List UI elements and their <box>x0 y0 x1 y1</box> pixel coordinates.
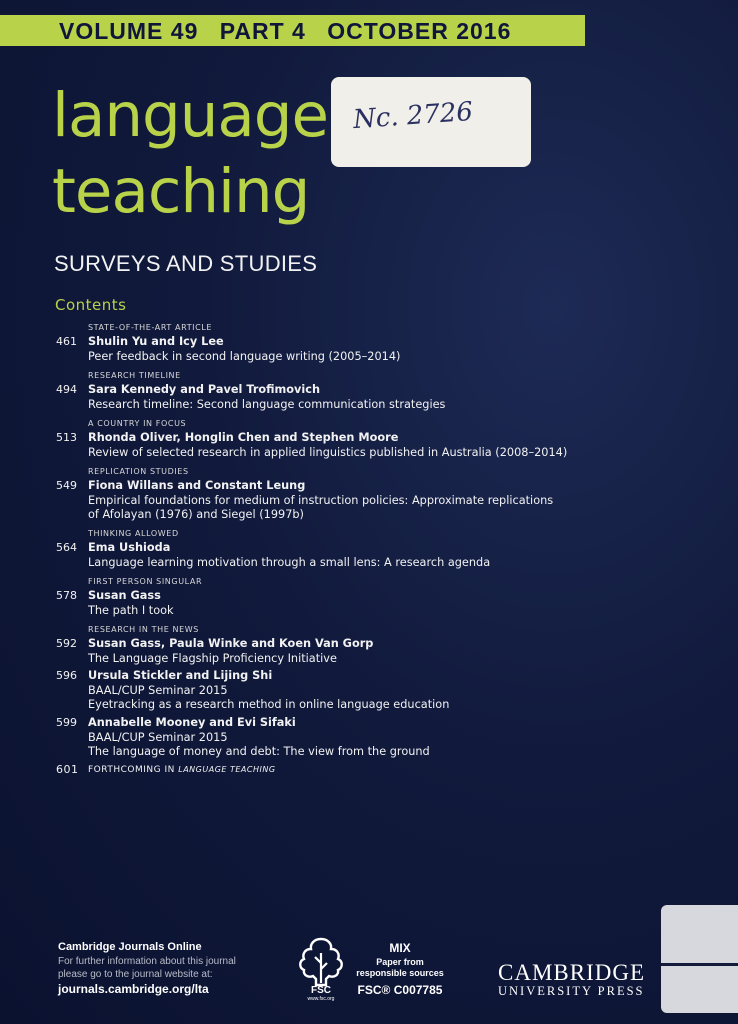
toc-authors: Susan Gass, Paula Winke and Koen Van Gorp <box>88 637 374 650</box>
fsc-tree-icon <box>296 935 346 1001</box>
issue-date: OCTOBER 2016 <box>327 18 512 44</box>
table-of-contents <box>56 321 596 778</box>
toc-page: 549 <box>56 479 77 492</box>
toc-entry <box>56 715 596 759</box>
publisher-subname: UNIVERSITY PRESS <box>498 984 645 998</box>
cjo-url[interactable]: journals.cambridge.org/lta <box>58 982 209 996</box>
toc-entry <box>56 623 596 666</box>
toc-category: A COUNTRY IN FOCUS <box>88 419 187 428</box>
toc-title: Peer feedback in second language writing (2005–2014) <box>88 350 401 363</box>
toc-page: 592 <box>56 637 77 650</box>
toc-page: 601 <box>56 763 79 776</box>
toc-entry <box>56 369 596 412</box>
toc-page: 596 <box>56 669 77 682</box>
toc-page: 578 <box>56 589 77 602</box>
fsc-sub-2: responsible sources <box>356 968 444 978</box>
toc-title: Eyetracking as a research method in online language education <box>88 698 450 711</box>
toc-page: 461 <box>56 335 77 348</box>
part-number: PART 4 <box>219 18 306 44</box>
title-line-1: language <box>52 80 329 151</box>
toc-title: Review of selected research in applied linguistics published in Australia (2008–2014) <box>88 446 568 459</box>
toc-title: Language learning motivation through a small lens: A research agenda <box>88 556 491 569</box>
publisher-name: CAMBRIDGE <box>498 960 646 985</box>
toc-authors: Rhonda Oliver, Honglin Chen and Stephen Moore <box>88 431 399 444</box>
toc-title: The path I took <box>88 604 174 617</box>
toc-category: STATE-OF-THE-ART ARTICLE <box>88 323 213 332</box>
toc-seminar: BAAL/CUP Seminar 2015 <box>88 684 228 697</box>
forthcoming-journal: LANGUAGE TEACHING <box>178 765 276 774</box>
toc-authors: Ursula Stickler and Lijing Shi <box>88 669 273 682</box>
toc-category: FIRST PERSON SINGULAR <box>88 577 203 586</box>
toc-category: RESEARCH TIMELINE <box>88 371 181 380</box>
toc-entry <box>56 575 596 618</box>
toc-page: 599 <box>56 716 77 729</box>
cjo-text-2: please go to the journal website at: <box>58 969 213 980</box>
toc-category: RESEARCH IN THE NEWS <box>88 625 199 634</box>
cjo-text-1: For further information about this journal <box>58 956 236 967</box>
toc-entry <box>56 668 596 712</box>
library-sticker <box>331 77 531 167</box>
toc-entry <box>56 321 596 364</box>
cambridge-journals-online <box>58 941 268 996</box>
toc-authors: Shulin Yu and Icy Lee <box>88 335 224 348</box>
fsc-mix: MIX <box>389 941 411 955</box>
toc-title: The language of money and debt: The view from the ground <box>88 745 430 758</box>
journal-title <box>52 78 328 230</box>
toc-entry <box>56 465 596 522</box>
toc-seminar: BAAL/CUP Seminar 2015 <box>88 731 228 744</box>
toc-title: Research timeline: Second language communication strategies <box>88 398 446 411</box>
fsc-logo-text: FSC <box>311 985 331 996</box>
toc-title: The Language Flagship Proficiency Initiative <box>88 652 337 665</box>
toc-entry <box>56 527 596 570</box>
volume-number: VOLUME 49 <box>59 18 199 44</box>
fsc-code: FSC® C007785 <box>357 983 443 997</box>
fsc-sub-1: Paper from <box>376 957 424 967</box>
journal-subtitle: SURVEYS AND STUDIES <box>54 251 318 276</box>
toc-title-cont: of Afolayan (1976) and Siegel (1997b) <box>88 508 304 521</box>
fsc-logo-url: www.fsc.org <box>307 996 335 1001</box>
contents-heading: Contents <box>55 296 127 314</box>
cjo-title: Cambridge Journals Online <box>58 941 202 953</box>
toc-page: 513 <box>56 431 77 444</box>
toc-authors: Fiona Willans and Constant Leung <box>88 479 306 492</box>
title-line-2: teaching <box>52 156 310 227</box>
fsc-logo-block <box>296 935 456 1005</box>
toc-entry <box>56 417 596 460</box>
toc-page: 564 <box>56 541 77 554</box>
forthcoming-label: FORTHCOMING IN <box>88 765 175 775</box>
toc-page: 494 <box>56 383 77 396</box>
handwritten-number: Nc. 2726 <box>352 96 474 136</box>
publisher-logo <box>498 960 645 999</box>
volume-banner <box>0 15 585 46</box>
toc-authors: Susan Gass <box>88 589 161 602</box>
toc-category: THINKING ALLOWED <box>88 529 179 538</box>
sticker-stripe <box>661 963 738 966</box>
toc-category: REPLICATION STUDIES <box>88 467 189 476</box>
toc-title: Empirical foundations for medium of instruction policies: Approximate replications <box>88 494 554 507</box>
corner-label-sticker <box>661 905 738 1013</box>
toc-authors: Annabelle Mooney and Evi Sifaki <box>88 716 296 729</box>
toc-entry-forthcoming <box>56 762 596 778</box>
toc-authors: Sara Kennedy and Pavel Trofimovich <box>88 383 321 396</box>
toc-authors: Ema Ushioda <box>88 541 171 554</box>
